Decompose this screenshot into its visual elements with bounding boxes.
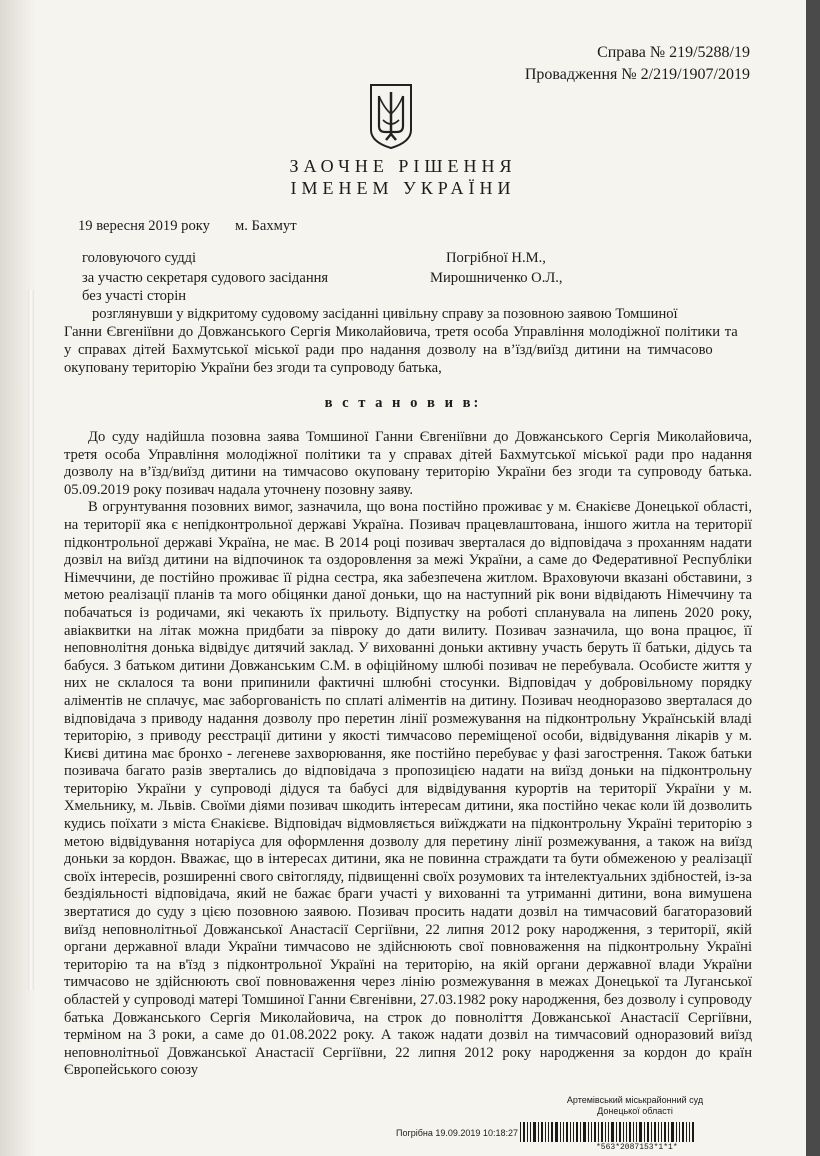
- decision-place: м. Бахмут: [235, 218, 297, 234]
- barcode-bar: [668, 1122, 669, 1142]
- barcode-bar: [583, 1122, 586, 1142]
- barcode-bar: [605, 1122, 606, 1142]
- considered-line: окуповану територію України без згоди та супроводу батька,: [64, 360, 442, 376]
- secretary-name: Мирошниченко О.Л.,: [430, 270, 563, 286]
- court-stamp: [560, 1095, 710, 1117]
- barcode-bar: [588, 1122, 589, 1142]
- barcode-bar: [623, 1122, 624, 1142]
- barcode-bar: [689, 1122, 690, 1142]
- barcode-bar: [551, 1122, 553, 1142]
- barcode-bar: [573, 1122, 574, 1142]
- digital-signature: Погрібна 19.09.2019 10:18:27: [396, 1128, 518, 1138]
- barcode-bar: [682, 1122, 684, 1142]
- case-number: Справа № 219/5288/19: [597, 44, 750, 61]
- barcode-bar: [527, 1122, 528, 1142]
- barcode-bar: [601, 1122, 603, 1142]
- judge-role: головуючого судді: [82, 250, 197, 266]
- barcode-bar: [676, 1122, 677, 1142]
- court-stamp-region: Донецької області: [597, 1106, 673, 1116]
- document-subtitle: ІМЕНЕМ УКРАЇНИ: [290, 178, 516, 198]
- considered-line: розглянувши у відкритому судовому засіданні цивільну справу за позовною заявою Томшиної: [92, 306, 678, 322]
- barcode-bar: [580, 1122, 581, 1142]
- barcode-bar: [619, 1122, 621, 1142]
- barcode-number: *563*2087153*1*1*: [596, 1143, 678, 1152]
- document-body: [64, 429, 752, 1080]
- barcode-bar: [658, 1122, 659, 1142]
- barcode-bar: [647, 1122, 649, 1142]
- judge-name: Погрібної Н.М.,: [446, 250, 546, 266]
- proceeding-number: Провадження № 2/219/1907/2019: [524, 66, 750, 83]
- barcode-bar: [530, 1122, 531, 1142]
- barcode-bar: [570, 1122, 571, 1142]
- barcode-bar: [644, 1122, 645, 1142]
- barcode-bar: [533, 1122, 536, 1142]
- barcode-bar: [664, 1122, 666, 1142]
- barcode-bar: [616, 1122, 617, 1142]
- barcode-bar: [594, 1122, 596, 1142]
- barcode-bar: [651, 1122, 652, 1142]
- decision-date: 19 вересня 2019 року: [78, 218, 210, 234]
- barcode-bar: [692, 1122, 694, 1142]
- barcode-bar: [576, 1122, 578, 1142]
- paragraph: В огрунтування позовних вимог, зазначила, що вона постійно проживає у м. Єнакієве Донецької області, на території яка є непідконтрольної державі Україна. Позивач працевлаштована, іншого житла на території підконтрольної державі Україна, не має. В 2014 році позивач зверталася до відповідача з проханням надати дозвіл на виїзд дитини на відпочинок та оздоровлення за межі України, а саме до Федеративної Республіки Німеччини, де постійно проживає її рідна сестра, яка забезпечена житлом. Враховуючи вказані обставини, з метою реалізації планів та мого обіцянки даної доньки, що на наступний рік вони відвідають Німеччину та побачаться із родичами, які чекають їх прильоту. Відпустку на роботі спланувала на липень 2020 року, авіаквитки на літак можна придбати за півроку до дати вилиту. Позивач зазначила, що вона працює, її неповнолітня донька відвідує дитячий заклад. У вихованні доньки активну участь беруть її батьки, дідусь та бабуся. З батьком дитини Довжанським С.М. в офіційному шлюбі позивач не перебувала. Особисте життя у них не склалося та вони припинили фактичні шлюбні стосунки. Відповідач у добровільному порядку аліментів не сплачує, має заборгованість по сплаті аліментів на дитину. Позивач неодноразово зверталася до відповідача з приводу надання дозволу про перетин лінії розмежування на підконтрольну Українській владі територію, з приводу реєстрації дитини у якості тимчасово переміщеної особи, відвідування лікарів у м. Києві дитина має бронхо - легеневе захворювання, яке постійно перебуває у фазі загострення. Також батьки позивача багато разів звертались до відповідача з пропозицією надати на виїзд доньки на підконтрольну територію України у супроводі дідуся та бабусі для відвідування курортів на території України у м. Хмельнику, м. Львів. Своїми діями позивач шкодить інтересам дитини, яка постійно чекає коли їй дозволить кудись поїхати з міста Єнакієве. Відповідач відмовляється виїжджати на підконтрольну Україні територію з метою відвідування нотаріуса для оформлення дозволу для перетину лінії розмежування, а також на виїзд доньки за кордон. Вважає, що в інтересах дитини, яка не повинна страждати та бути обмеженою у реалізації своїх інтересів, розширенні свого світогляду, підвищенні своїх розумових та інтелектуальних здібностей, із-за бездіяльності відповідача, який не бажає браги участі у вихованні та утриманні дитини, вона вимушена звертатися до суду з цією позовною заявою. Позивач просить надати дозвіл на тимчасовий багаторазовий виїзд неповнолітньої Довжанської Анастасії Сергіївни, 22 липня 2012 року народження, з території, якій органи державної влади України тимчасово не здійснюють свої повноваження на підконтрольну Україні територію та на в'їзд з підконтрольної Україні на територію, на якій органи державної влади України тимчасово не здійснюють свої повноваження через лінію розмежування в межах Донецької та Луганської областей у супроводі матері Томшиної Ганни Євгенівни, 27.03.1982 року народження, без дозволу і супроводу батька Довжанського Сергія Миколайовича, на строк до повноліття Довжанської Анастасії Сергіївни, терміном на 3 роки, а саме до 01.08.2022 року. А також надати дозвіл на тимчасовий одноразовий виїзд неповнолітньої Довжанської Анастасії Сергіївни, 22 липня 2012 року народження за кордон до країн Європейського союзу: [64, 499, 752, 1079]
- established-heading: в с т а н о в и в:: [324, 395, 482, 411]
- barcode-icon: [520, 1122, 746, 1142]
- paragraph: До суду надійшла позовна заява Томшиної Ганни Євгеніївни до Довжанського Сергія Миколайовича, третя особа Управління молодіжної політики та у справах дітей Бахмутської міської ради про надання дозволу на в’їзд/виїзд дитини на тимчасово окуповану територію України без згоди та супроводу батька. 05.09.2019 року позивач надала уточнену позовну заяву.: [64, 429, 752, 498]
- secretary-role: за участю секретаря судового засідання: [82, 270, 329, 286]
- document-title: ЗАОЧНЕ РІШЕННЯ: [289, 156, 517, 176]
- court-stamp-name: Артемівський міськрайонний суд: [566, 1095, 704, 1105]
- barcode-bar: [608, 1122, 609, 1142]
- barcode-bar: [538, 1122, 539, 1142]
- barcode-bar: [563, 1122, 564, 1142]
- barcode-bar: [671, 1122, 674, 1142]
- barcode-bar: [639, 1122, 642, 1142]
- no-parties-note: без участі сторін: [82, 288, 187, 304]
- barcode-bar: [560, 1122, 561, 1142]
- barcode-bar: [633, 1122, 634, 1142]
- barcode-bar: [555, 1122, 558, 1142]
- barcode-bar: [629, 1122, 631, 1142]
- barcode-bar: [566, 1122, 568, 1142]
- barcode-bar: [686, 1122, 687, 1142]
- barcode-bar: [541, 1122, 543, 1142]
- barcode-bar: [520, 1122, 521, 1142]
- scanner-edge: [806, 0, 820, 1156]
- barcode-bar: [611, 1122, 614, 1142]
- considered-line: у справах дітей Бахмутської міської ради про надання дозволу на в’їзд/виїзд дитини на тимчасово: [64, 342, 713, 358]
- barcode-bar: [598, 1122, 599, 1142]
- barcode-bar: [548, 1122, 549, 1142]
- barcode-bar: [636, 1122, 637, 1142]
- considered-line: Ганни Євгеніївни до Довжанського Сергія Миколайовича, третя особа Управління молодіжної політики та: [64, 324, 738, 340]
- barcode-bar: [523, 1122, 525, 1142]
- barcode-bar: [679, 1122, 680, 1142]
- barcode-bar: [591, 1122, 592, 1142]
- coat-of-arms-icon: [368, 82, 414, 155]
- barcode-bar: [626, 1122, 627, 1142]
- case-numbers: [525, 42, 750, 86]
- barcode-bar: [661, 1122, 662, 1142]
- barcode-bar: [654, 1122, 656, 1142]
- barcode-bar: [545, 1122, 546, 1142]
